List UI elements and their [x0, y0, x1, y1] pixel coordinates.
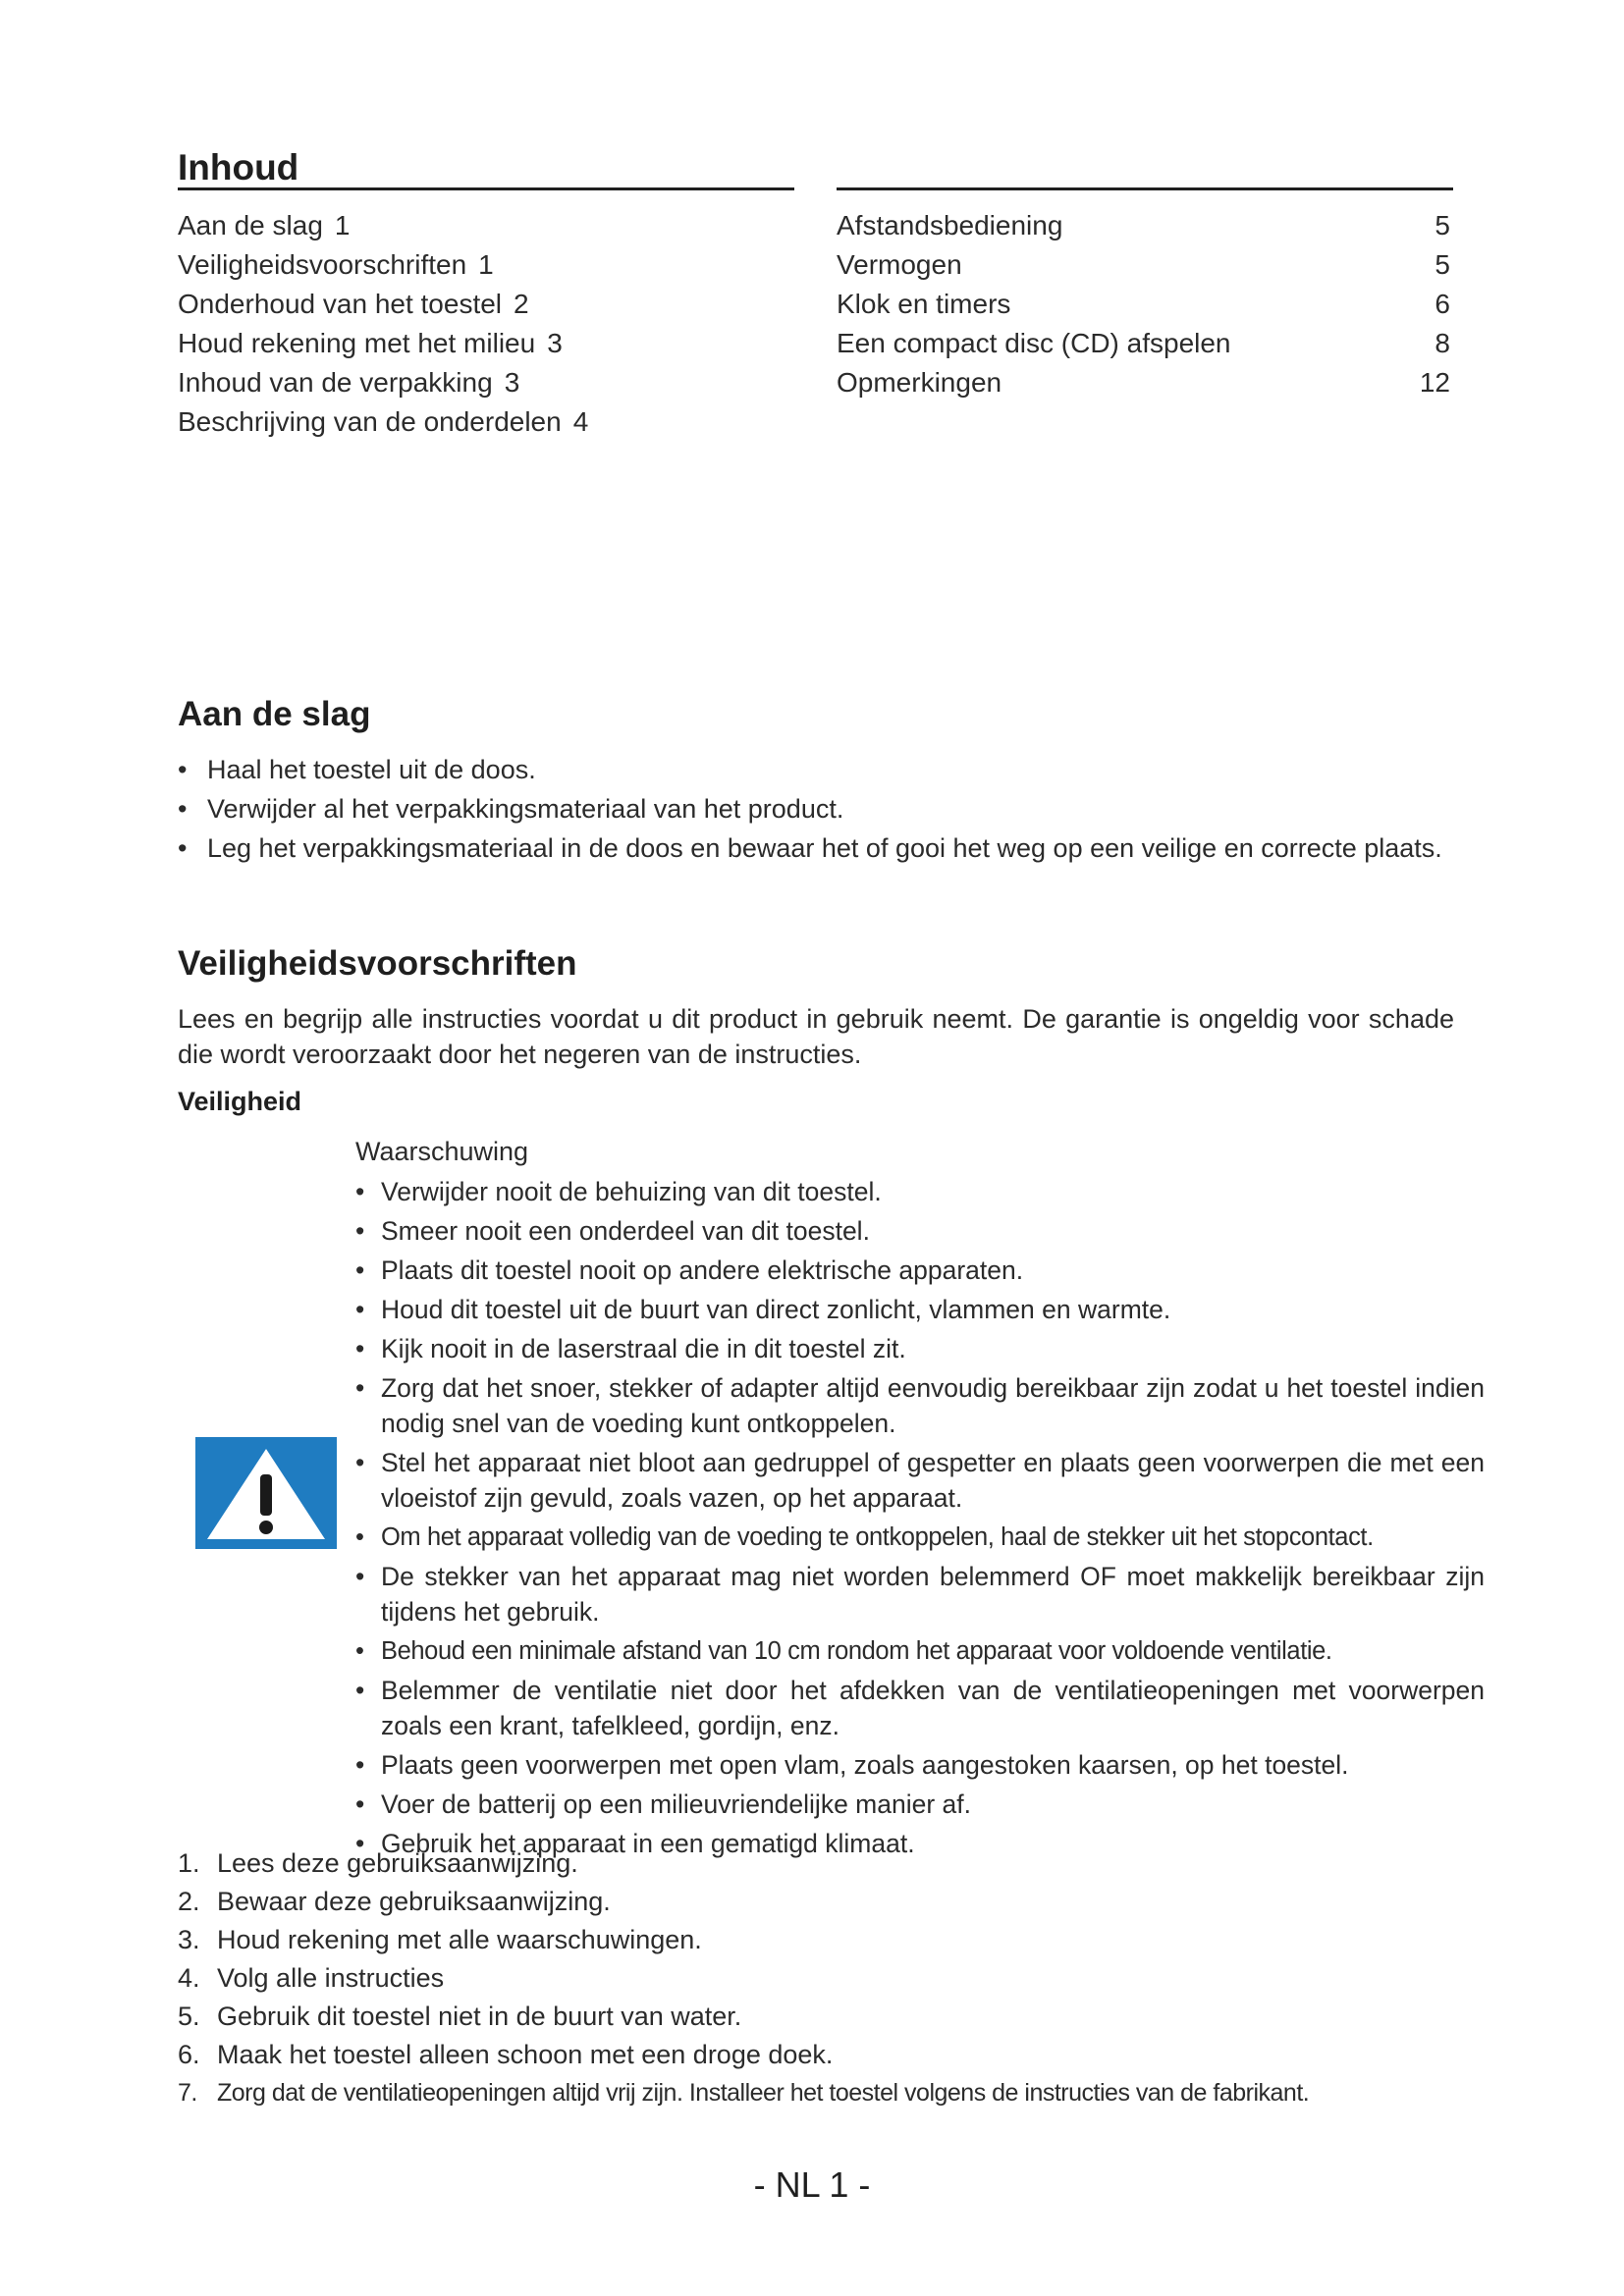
toc-entry[interactable]: Beschrijving van de onderdelen 4 — [178, 406, 589, 437]
toc-left-column — [178, 206, 786, 442]
list-item: • De stekker van het apparaat mag niet worden belemmerd OF moet makkelijk bereikbaar zijn tijdens het gebruik. — [355, 1559, 1485, 1629]
list-item: • Gebruik het apparaat in een gematigd klimaat. — [355, 1826, 1485, 1861]
toc-entry[interactable]: Aan de slag 1 — [178, 210, 351, 240]
list-item: 6. Maak het toestel alleen schoon met een droge doek. — [178, 2040, 834, 2069]
warning-triangle-icon — [195, 1437, 337, 1549]
toc-entry[interactable]: Vermogen 5 — [837, 249, 1450, 280]
getting-started-list — [178, 752, 1454, 870]
safety-intro: Lees en begrijp alle instructies voordat u dit product in gebruik neemt. De garantie is ongeldig voor schade die wordt veroorzaakt door het negeren van de instructies. — [178, 1004, 1454, 1069]
list-item: • Leg het verpakkingsmateriaal in de doos en bewaar het of gooi het weg op een veilige en correcte plaats. — [178, 830, 1454, 866]
list-item: • Kijk nooit in de laserstraal die in dit toestel zit. — [355, 1331, 1485, 1366]
list-item: • Houd dit toestel uit de buurt van direct zonlicht, vlammen en warmte. — [355, 1292, 1485, 1327]
getting-started-heading: Aan de slag — [178, 695, 371, 733]
list-item: • Stel het apparaat niet bloot aan gedruppel of gespetter en plaats geen voorwerpen die met een vloeistof zijn gevuld, zoals vazen, op het apparaat. — [355, 1445, 1485, 1516]
toc-right-column — [837, 206, 1450, 402]
page-number: - NL 1 - — [753, 2164, 871, 2205]
list-item: • Behoud een minimale afstand van 10 cm rondom het apparaat voor voldoende ventilatie. — [355, 1633, 1485, 1669]
list-item: • Om het apparaat volledig van de voeding te ontkoppelen, haal de stekker uit het stopcontact. — [355, 1520, 1485, 1555]
list-item: 7. Zorg dat de ventilatieopeningen altijd vrij zijn. Installeer het toestel volgens de instructies van de fabrikant. — [178, 2079, 1310, 2107]
toc-title: Inhoud — [178, 147, 299, 187]
list-item: 5. Gebruik dit toestel niet in de buurt van water. — [178, 2002, 742, 2031]
toc-entry[interactable]: Afstandsbediening 5 — [837, 210, 1450, 240]
warning-label: Waarschuwing — [355, 1137, 529, 1166]
list-item: • Smeer nooit een onderdeel van dit toestel. — [355, 1213, 1485, 1249]
list-item: • Haal het toestel uit de doos. — [178, 752, 1454, 787]
numbered-instructions — [178, 1845, 1474, 2113]
toc-entry[interactable]: Klok en timers 6 — [837, 289, 1450, 319]
toc-right-rule — [837, 187, 1453, 190]
warning-list — [355, 1174, 1485, 1865]
toc-entry[interactable]: Een compact disc (CD) afspelen 8 — [837, 328, 1450, 358]
safety-heading: Veiligheidsvoorschriften — [178, 944, 577, 983]
list-item: • Plaats dit toestel nooit op andere elektrische apparaten. — [355, 1253, 1485, 1288]
toc-left-rule — [178, 187, 794, 190]
toc-entry[interactable]: Inhoud van de verpakking 3 — [178, 367, 520, 398]
list-item: • Verwijder al het verpakkingsmateriaal van het product. — [178, 791, 1454, 827]
list-item: 4. Volg alle instructies — [178, 1963, 445, 1993]
list-item: • Belemmer de ventilatie niet door het afdekken van de ventilatieopeningen met voorwerpen zoals een krant, tafelkleed, gordijn, enz. — [355, 1673, 1485, 1743]
toc-entry[interactable]: Houd rekening met het milieu 3 — [178, 328, 563, 358]
list-item: 1. Lees deze gebruiksaanwijzing. — [178, 1848, 578, 1878]
list-item: • Zorg dat het snoer, stekker of adapter altijd eenvoudig bereikbaar zijn zodat u het toestel indien nodig snel van de voeding kunt ontkoppelen. — [355, 1370, 1485, 1441]
list-item: • Plaats geen voorwerpen met open vlam, zoals aangestoken kaarsen, op het toestel. — [355, 1747, 1485, 1783]
toc-entry[interactable]: Veiligheidsvoorschriften 1 — [178, 249, 494, 280]
list-item: 2. Bewaar deze gebruiksaanwijzing. — [178, 1887, 611, 1916]
list-item: 3. Houd rekening met alle waarschuwingen. — [178, 1925, 702, 1954]
toc-entry[interactable]: Opmerkingen 12 — [837, 367, 1450, 398]
safety-subheading: Veiligheid — [178, 1087, 302, 1116]
list-item: • Voer de batterij op een milieuvriendelijke manier af. — [355, 1787, 1485, 1822]
toc-entry[interactable]: Onderhoud van het toestel 2 — [178, 289, 529, 319]
list-item: • Verwijder nooit de behuizing van dit toestel. — [355, 1174, 1485, 1209]
